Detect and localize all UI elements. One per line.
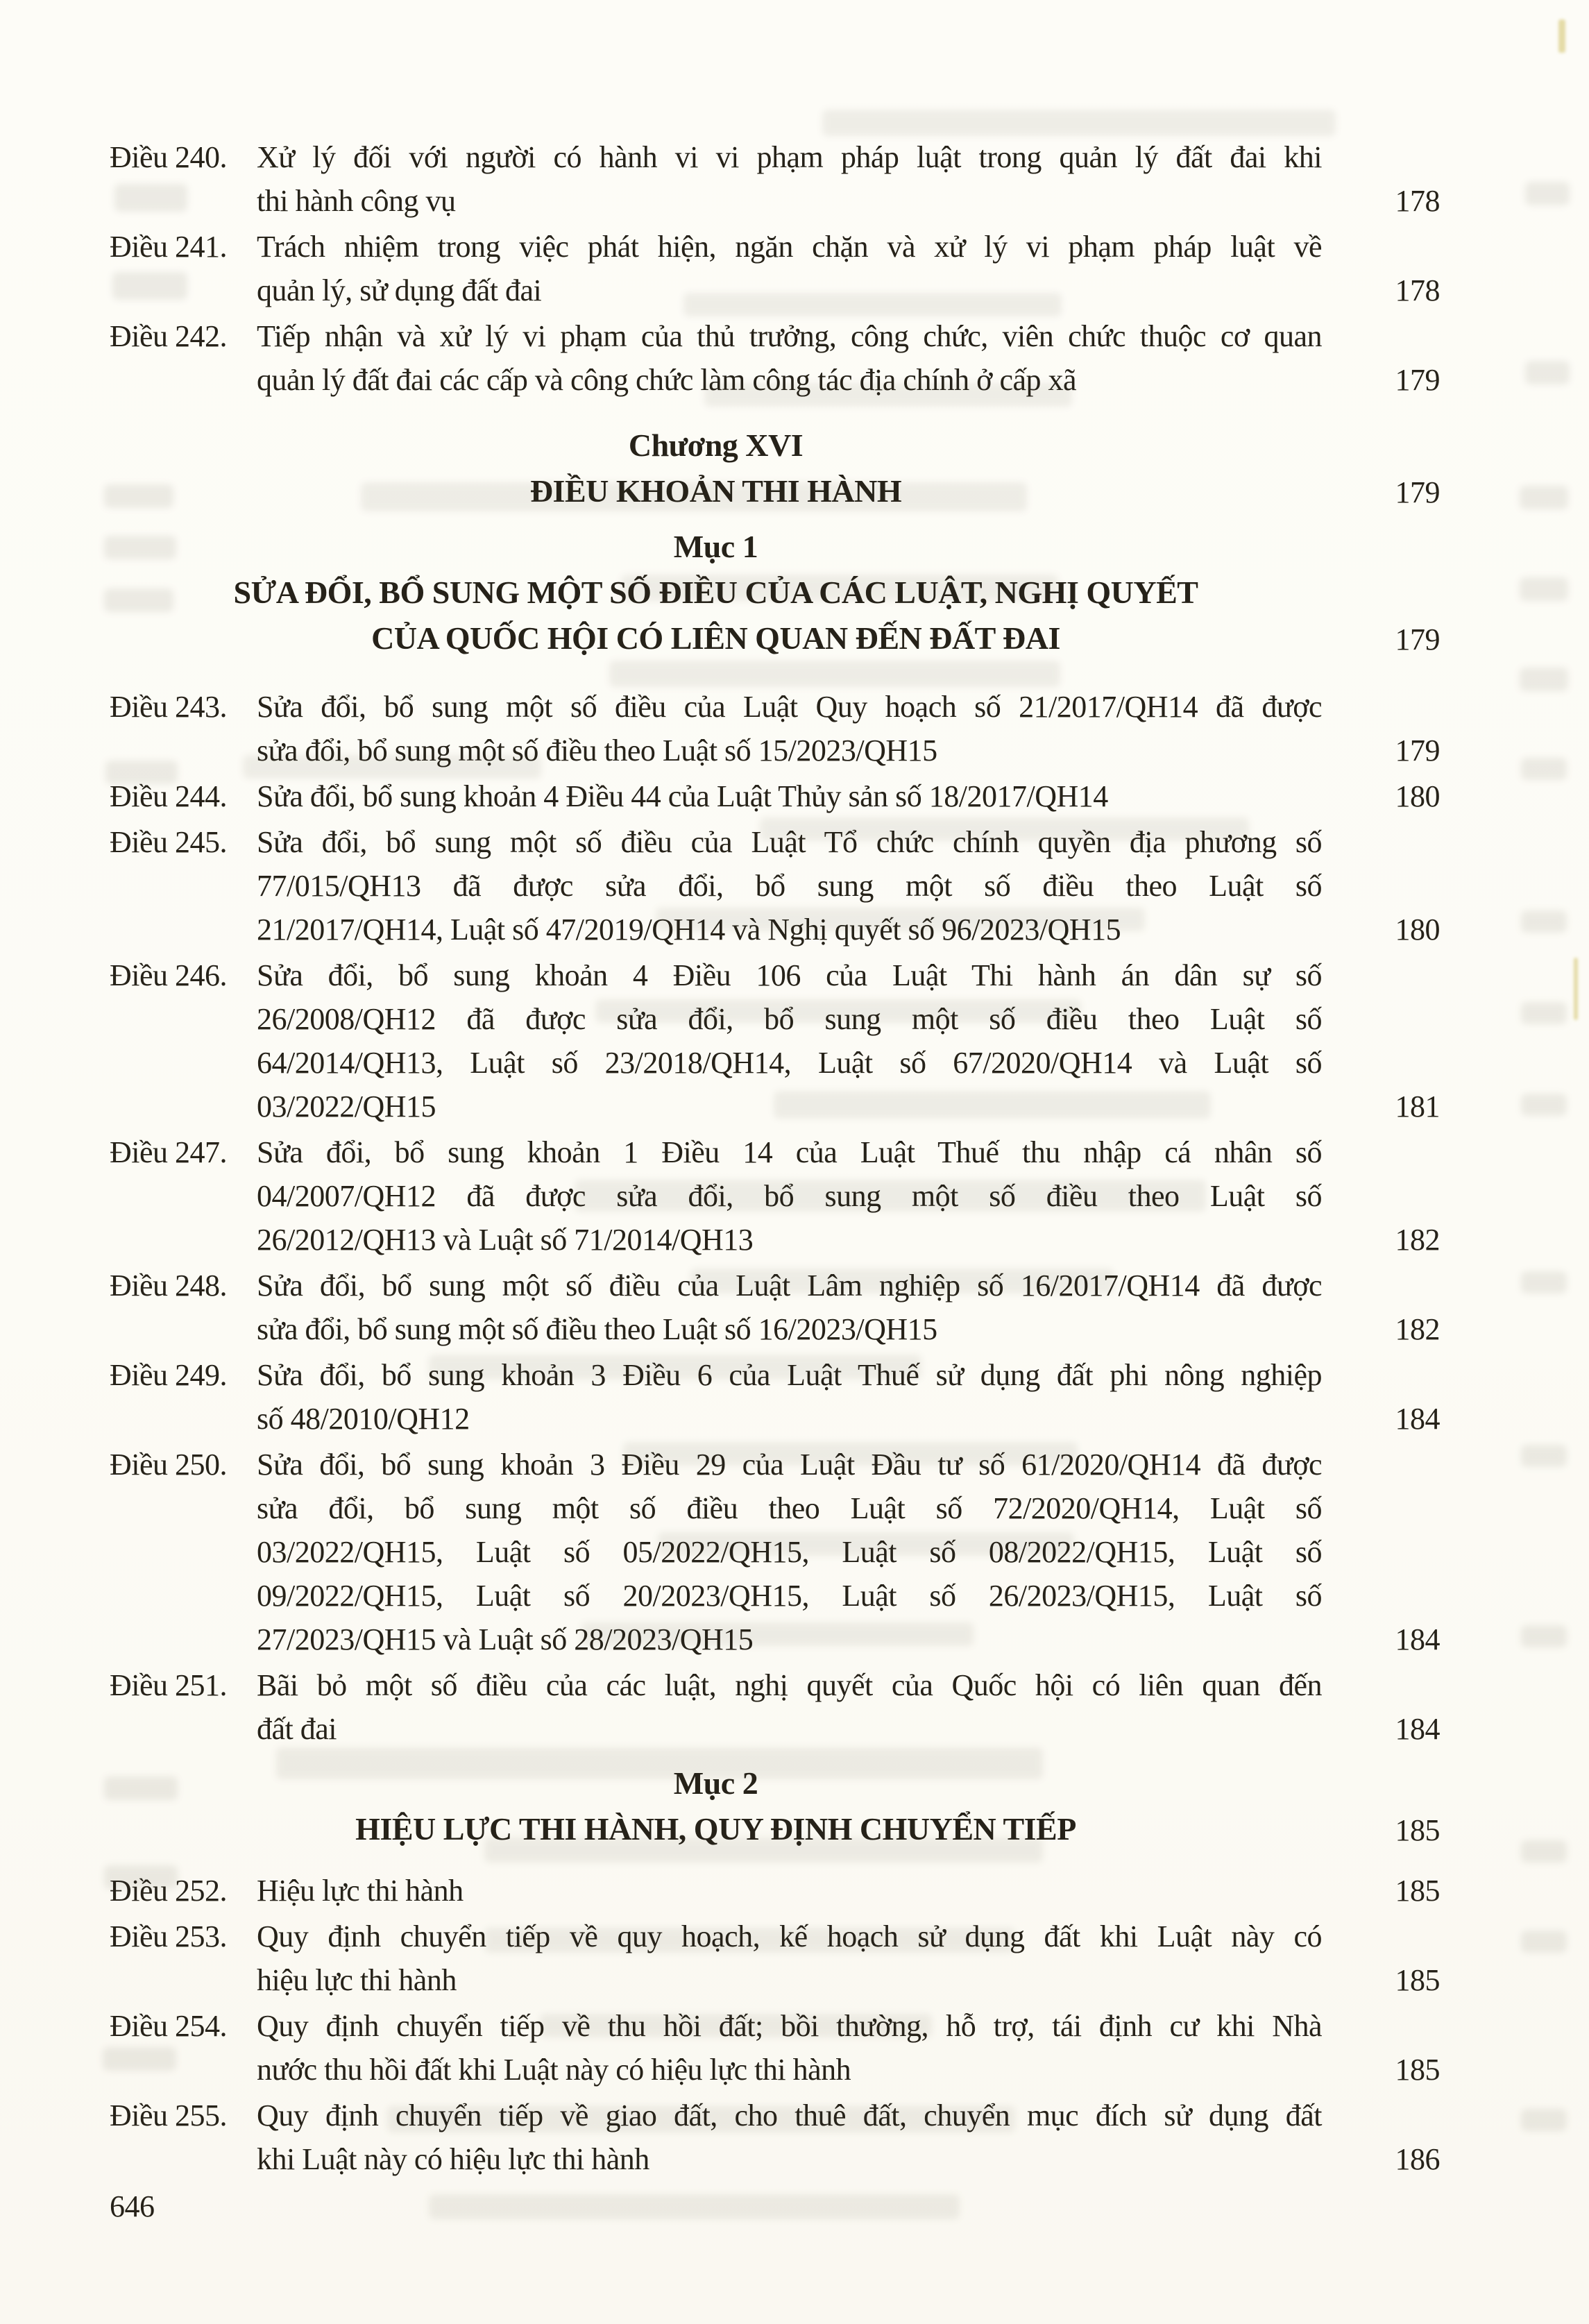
entry-page-number: 184 bbox=[1395, 1622, 1440, 1656]
entry-title bbox=[257, 1869, 1322, 1912]
entry-title bbox=[257, 1443, 1322, 1661]
entry-title bbox=[257, 225, 1322, 312]
toc-entry bbox=[110, 314, 1440, 402]
entry-article-label: Điều 243. bbox=[110, 690, 228, 724]
entry-title-line: Hiệu lực thi hành bbox=[257, 1874, 464, 1908]
bleed-through-smudge bbox=[1521, 758, 1567, 780]
entry-article-label: Điều 255. bbox=[110, 2098, 228, 2132]
entry-article-label: Điều 248. bbox=[110, 1269, 228, 1303]
entry-page-number: 180 bbox=[1395, 913, 1440, 947]
toc-entry bbox=[110, 1264, 1440, 1351]
entry-title-line: nước thu hồi đất khi Luật này có hiệu lực thi hành bbox=[257, 2053, 851, 2087]
toc-entry bbox=[110, 2004, 1440, 2092]
entry-article-label: Điều 253. bbox=[110, 1919, 228, 1953]
entry-title-line: sửa đổi, bổ sung một số điều theo Luật số 16/2023/QH15 bbox=[257, 1312, 937, 1346]
entry-title-line: Sửa đổi, bổ sung khoản 3 Điều 6 của Luật Thuế sử dụng đất phi nông nghiệp bbox=[257, 1358, 1322, 1392]
toc-entries-section-1 bbox=[110, 685, 1440, 1751]
entry-title-line: Tiếp nhận và xử lý vi phạm của thủ trưởng, công chức, viên chức thuộc cơ quan bbox=[257, 319, 1322, 353]
entry-title bbox=[257, 774, 1322, 818]
bleed-through-smudge bbox=[1520, 486, 1568, 509]
entry-article-label: Điều 245. bbox=[110, 825, 228, 859]
section-1-title-line-2: CỦA QUỐC HỘI CÓ LIÊN QUAN ĐẾN ĐẤT ĐAI bbox=[371, 620, 1060, 656]
entry-page-number: 185 bbox=[1395, 2053, 1440, 2087]
entry-article-label: Điều 247. bbox=[110, 1135, 228, 1169]
entry-article-label: Điều 242. bbox=[110, 319, 228, 353]
section-1-title-line-1: SỬA ĐỔI, BỔ SUNG MỘT SỐ ĐIỀU CỦA CÁC LUẬT, NGHỊ QUYẾT bbox=[233, 575, 1198, 610]
entry-title-line: 27/2023/QH15 và Luật số 28/2023/QH15 bbox=[257, 1622, 754, 1656]
bleed-through-smudge bbox=[1520, 668, 1568, 691]
entry-page-number: 186 bbox=[1395, 2142, 1440, 2176]
toc-entry bbox=[110, 1869, 1440, 1912]
entry-title bbox=[257, 820, 1322, 951]
bleed-through-smudge bbox=[1521, 1002, 1567, 1024]
entry-title-line: 64/2014/QH13, Luật số 23/2018/QH14, Luật số 67/2020/QH14 và Luật số bbox=[257, 1046, 1322, 1080]
entry-title bbox=[257, 2094, 1322, 2181]
toc-entry bbox=[110, 774, 1440, 818]
toc-entry bbox=[110, 225, 1440, 312]
entry-title bbox=[257, 1130, 1322, 1262]
bleed-through-smudge bbox=[1525, 361, 1570, 384]
entry-page-number: 180 bbox=[1395, 779, 1440, 813]
entry-title-line: 26/2012/QH13 và Luật số 71/2014/QH13 bbox=[257, 1223, 754, 1257]
entry-page-number: 179 bbox=[1395, 733, 1440, 767]
entry-page-number: 185 bbox=[1395, 1874, 1440, 1908]
bleed-through-smudge bbox=[1525, 182, 1570, 205]
entry-article-label: Điều 240. bbox=[110, 140, 228, 174]
toc-entry bbox=[110, 1353, 1440, 1441]
entry-title-line: 03/2022/QH15, Luật số 05/2022/QH15, Luật số 08/2022/QH15, Luật số bbox=[257, 1535, 1322, 1569]
toc-entry bbox=[110, 953, 1440, 1128]
entry-title-line: 26/2008/QH12 đã được sửa đổi, bổ sung một số điều theo Luật số bbox=[257, 1002, 1322, 1036]
entry-title-line: Xử lý đối với người có hành vi vi phạm pháp luật trong quản lý đất đai khi bbox=[257, 140, 1322, 174]
entry-title bbox=[257, 1264, 1322, 1351]
bleed-through-smudge bbox=[429, 2194, 960, 2219]
section-1-title-row-2 bbox=[110, 616, 1440, 661]
entry-page-number: 181 bbox=[1395, 1089, 1440, 1123]
entry-title bbox=[257, 135, 1322, 223]
entry-page-number: 184 bbox=[1395, 1712, 1440, 1746]
entry-article-label: Điều 252. bbox=[110, 1874, 228, 1908]
chapter-page-number: 179 bbox=[1395, 475, 1440, 509]
entry-article-label: Điều 251. bbox=[110, 1668, 228, 1702]
entry-title bbox=[257, 1663, 1322, 1751]
bleed-through-smudge bbox=[1521, 2109, 1567, 2131]
entry-title-line: thi hành công vụ bbox=[257, 184, 456, 218]
toc-entry bbox=[110, 2094, 1440, 2181]
section-2-label: Mục 2 bbox=[673, 1765, 758, 1801]
section-2-heading bbox=[110, 1761, 1440, 1852]
toc-entry bbox=[110, 1915, 1440, 2002]
entry-page-number: 184 bbox=[1395, 1402, 1440, 1436]
bleed-through-smudge bbox=[1520, 577, 1568, 601]
chapter-label-row bbox=[110, 423, 1440, 468]
entry-title-line: sửa đổi, bổ sung một số điều theo Luật số 15/2023/QH15 bbox=[257, 733, 937, 767]
section-2-title-row bbox=[110, 1806, 1440, 1852]
entry-title bbox=[257, 1915, 1322, 2002]
toc-entry bbox=[110, 820, 1440, 951]
bleed-through-smudge bbox=[1521, 1445, 1567, 1467]
entry-title-line: Sửa đổi, bổ sung một số điều của Luật Lâm nghiệp số 16/2017/QH14 đã được bbox=[257, 1269, 1322, 1303]
toc-entries-top bbox=[110, 135, 1440, 402]
entry-page-number: 185 bbox=[1395, 1963, 1440, 1997]
bleed-through-smudge bbox=[822, 110, 1336, 136]
entry-title-line: Sửa đổi, bổ sung một số điều của Luật Tổ chức chính quyền địa phương số bbox=[257, 825, 1322, 859]
entry-title-line: 03/2022/QH15 bbox=[257, 1089, 436, 1123]
entry-page-number: 179 bbox=[1395, 363, 1440, 397]
section-2-page-number: 185 bbox=[1395, 1813, 1440, 1847]
entry-article-label: Điều 249. bbox=[110, 1358, 228, 1392]
chapter-title-row bbox=[110, 468, 1440, 514]
entry-title-line: Quy định chuyển tiếp về quy hoạch, kế hoạch sử dụng đất khi Luật này có bbox=[257, 1919, 1322, 1953]
section-1-label-row bbox=[110, 524, 1440, 570]
entry-title-line: 77/015/QH13 đã được sửa đổi, bổ sung một số điều theo Luật số bbox=[257, 869, 1322, 903]
entry-title-line: Quy định chuyển tiếp về thu hồi đất; bồi thường, hỗ trợ, tái định cư khi Nhà bbox=[257, 2009, 1322, 2043]
toc-entry bbox=[110, 1443, 1440, 1661]
entry-article-label: Điều 250. bbox=[110, 1448, 228, 1482]
chapter-heading bbox=[110, 423, 1440, 514]
bleed-through-smudge bbox=[1521, 1625, 1567, 1647]
section-1-heading bbox=[110, 524, 1440, 661]
entry-article-label: Điều 241. bbox=[110, 230, 228, 264]
entry-title-line: khi Luật này có hiệu lực thi hành bbox=[257, 2142, 649, 2176]
entry-title-line: quản lý, sử dụng đất đai bbox=[257, 273, 542, 307]
entry-title-line: Trách nhiệm trong việc phát hiện, ngăn chặn và xử lý vi phạm pháp luật về bbox=[257, 230, 1322, 264]
entry-title bbox=[257, 953, 1322, 1128]
toc-entry bbox=[110, 135, 1440, 223]
entry-title-line: Sửa đổi, bổ sung khoản 4 Điều 106 của Luật Thi hành án dân sự số bbox=[257, 958, 1322, 992]
bleed-through-smudge bbox=[1521, 1840, 1567, 1863]
entry-title-line: 04/2007/QH12 đã được sửa đổi, bổ sung một số điều theo Luật số bbox=[257, 1179, 1322, 1213]
toc-entry bbox=[110, 1130, 1440, 1262]
entry-title bbox=[257, 685, 1322, 772]
entry-title bbox=[257, 1353, 1322, 1441]
entry-page-number: 178 bbox=[1395, 184, 1440, 218]
bleed-through-smudge bbox=[1521, 1271, 1567, 1294]
entry-title-line: Quy định chuyển tiếp về giao đất, cho thuê đất, chuyển mục đích sử dụng đất bbox=[257, 2098, 1322, 2132]
scan-speck bbox=[1558, 19, 1565, 53]
chapter-title: ĐIỀU KHOẢN THI HÀNH bbox=[529, 473, 902, 509]
entry-page-number: 182 bbox=[1395, 1223, 1440, 1257]
entry-title-line: Sửa đổi, bổ sung khoản 4 Điều 44 của Luật Thủy sản số 18/2017/QH14 bbox=[257, 779, 1108, 813]
page-footer-number: 646 bbox=[110, 2189, 155, 2223]
entry-article-label: Điều 246. bbox=[110, 958, 228, 992]
entry-title-line: đất đai bbox=[257, 1712, 337, 1746]
entry-title-line: số 48/2010/QH12 bbox=[257, 1402, 470, 1436]
entry-title bbox=[257, 314, 1322, 402]
entry-title-line: 09/2022/QH15, Luật số 20/2023/QH15, Luật số 26/2023/QH15, Luật số bbox=[257, 1579, 1322, 1613]
entry-article-label: Điều 254. bbox=[110, 2009, 228, 2043]
entry-title-line: quản lý đất đai các cấp và công chức làm công tác địa chính ở cấp xã bbox=[257, 363, 1077, 397]
toc-entry bbox=[110, 1663, 1440, 1751]
table-of-contents bbox=[110, 135, 1440, 2183]
bleed-through-smudge bbox=[1521, 1931, 1567, 1953]
section-2-label-row bbox=[110, 1761, 1440, 1806]
entry-article-label: Điều 244. bbox=[110, 779, 228, 813]
entry-title-line: hiệu lực thi hành bbox=[257, 1963, 457, 1997]
entry-title-line: 21/2017/QH14, Luật số 47/2019/QH14 và Nghị quyết số 96/2023/QH15 bbox=[257, 913, 1121, 947]
entry-title-line: Sửa đổi, bổ sung một số điều của Luật Quy hoạch số 21/2017/QH14 đã được bbox=[257, 690, 1322, 724]
bleed-through-smudge bbox=[1521, 910, 1567, 933]
entry-page-number: 182 bbox=[1395, 1312, 1440, 1346]
bleed-through-smudge bbox=[1521, 1094, 1567, 1116]
entry-page-number: 178 bbox=[1395, 273, 1440, 307]
scan-speck bbox=[1574, 958, 1578, 1020]
entry-title bbox=[257, 2004, 1322, 2092]
toc-entry bbox=[110, 685, 1440, 772]
section-2-title-line-1: HIỆU LỰC THI HÀNH, QUY ĐỊNH CHUYỂN TIẾP bbox=[355, 1811, 1076, 1847]
chapter-label: Chương XVI bbox=[628, 427, 804, 463]
section-1-label: Mục 1 bbox=[673, 529, 758, 564]
entry-title-line: Sửa đổi, bổ sung khoản 3 Điều 29 của Luật Đầu tư số 61/2020/QH14 đã được bbox=[257, 1448, 1322, 1482]
entry-title-line: sửa đổi, bổ sung một số điều theo Luật số 72/2020/QH14, Luật số bbox=[257, 1491, 1322, 1525]
toc-entries-section-2 bbox=[110, 1869, 1440, 2181]
section-1-page-number: 179 bbox=[1395, 622, 1440, 656]
entry-title-line: Sửa đổi, bổ sung khoản 1 Điều 14 của Luật Thuế thu nhập cá nhân số bbox=[257, 1135, 1322, 1169]
section-1-title-row-1 bbox=[110, 570, 1440, 616]
entry-title-line: Bãi bỏ một số điều của các luật, nghị quyết của Quốc hội có liên quan đến bbox=[257, 1668, 1322, 1702]
